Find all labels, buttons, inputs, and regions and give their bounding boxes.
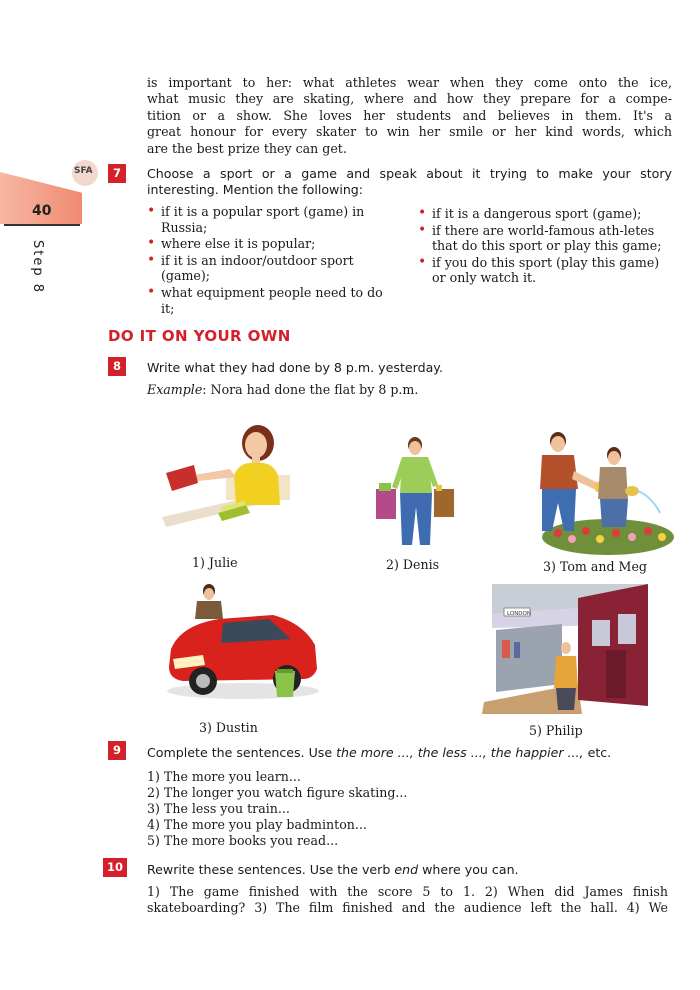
sfa-badge	[72, 160, 98, 186]
intro-line: are the best prize they can get.	[147, 140, 347, 156]
exercise-8-instruction: Write what they had done by 8 p.m. yesterday.	[147, 360, 443, 375]
instruction-text: Rewrite these sentences. Use the verb	[147, 862, 395, 877]
sfa-text: SFA	[74, 166, 93, 176]
instruction-end: etc.	[583, 745, 612, 760]
tom-and-meg-illustration	[528, 427, 674, 555]
caption-tom-and-meg: 3) Tom and Meg	[543, 559, 647, 574]
sentence-item: 2) The longer you watch figure skating...	[147, 785, 408, 800]
bullet-item: • where else it is popular;	[147, 236, 395, 252]
caption-dustin: 3) Dustin	[199, 720, 258, 735]
station-sign: LONDON	[507, 611, 531, 617]
intro-line: tition or a show. She loves her students and believes in them. It's a	[147, 107, 672, 123]
sentence-item: 3) The less you train...	[147, 801, 290, 816]
exercise-10-number: 10	[103, 858, 127, 877]
bullet-item: • if you do this sport (play this game) or only watch it.	[418, 255, 668, 286]
intro-paragraph	[147, 75, 672, 157]
sentence-item: 4) The more you play badminton...	[147, 817, 367, 832]
intro-line: great honour for every skater to win her smile or her kind words, which	[147, 124, 672, 140]
intro-line: is important to her: what athletes wear when they come onto the ice,	[147, 75, 672, 90]
exercise-8-number: 8	[108, 357, 126, 376]
instruction-italic: end	[394, 862, 419, 877]
exercise-7-instruction	[147, 166, 672, 198]
exercise-7-number: 7	[108, 164, 126, 183]
instruction-line: interesting. Mention the following:	[147, 182, 364, 197]
sentence-item: 5) The more books you read...	[147, 833, 339, 848]
bullet-item: • if it is an indoor/outdoor sport (game);	[147, 253, 395, 284]
exercise-10-instruction	[147, 862, 519, 878]
page-number: 40	[32, 203, 52, 219]
page-number-underline	[4, 224, 80, 226]
section-label: Step 8	[30, 240, 45, 295]
exercise-8-example	[147, 382, 418, 398]
example-text: : Nora had done the flat by 8 p.m.	[202, 382, 419, 397]
exercise-7-bullets-left	[147, 204, 395, 317]
dustin-illustration	[163, 583, 323, 703]
section-heading: DO IT ON YOUR OWN	[108, 327, 291, 345]
bullet-item: • if it is a dangerous sport (game);	[418, 206, 668, 222]
text-line: skateboarding? 3) The film finished and the audience left the hall. 4) We	[147, 900, 668, 916]
bullet-item: • what equipment people need to do it;	[147, 285, 395, 316]
instruction-line: Choose a sport or a game and speak about it trying to make your story	[147, 166, 672, 181]
text-line: 1) The game finished with the score 5 to 1. 2) When did James finish	[147, 884, 668, 899]
example-label: Example	[147, 382, 203, 397]
caption-julie: 1) Julie	[192, 555, 238, 570]
exercise-9-number: 9	[108, 741, 126, 760]
bullet-item: • if it is a popular sport (game) in Russia;	[147, 204, 395, 235]
julie-illustration	[158, 405, 293, 530]
caption-philip: 5) Philip	[529, 723, 583, 738]
exercise-9-instruction	[147, 745, 611, 761]
instruction-italic: the more ..., the less ..., the happier ...,	[336, 745, 584, 760]
intro-line: what music they are skating, where and how they prepare for a compe-	[147, 91, 672, 107]
caption-denis: 2) Denis	[386, 557, 440, 572]
sentence-item: 1) The more you learn...	[147, 769, 301, 784]
philip-illustration	[482, 584, 648, 714]
exercise-7-bullets-right	[418, 206, 668, 287]
exercise-10-text	[147, 884, 668, 917]
denis-illustration	[372, 437, 462, 549]
exercise-9-items	[147, 769, 407, 849]
instruction-text: Complete the sentences. Use	[147, 745, 337, 760]
instruction-end: where you can.	[418, 862, 519, 877]
bullet-item: • if there are world-famous ath-letes that do this sport or play this game;	[418, 223, 668, 254]
